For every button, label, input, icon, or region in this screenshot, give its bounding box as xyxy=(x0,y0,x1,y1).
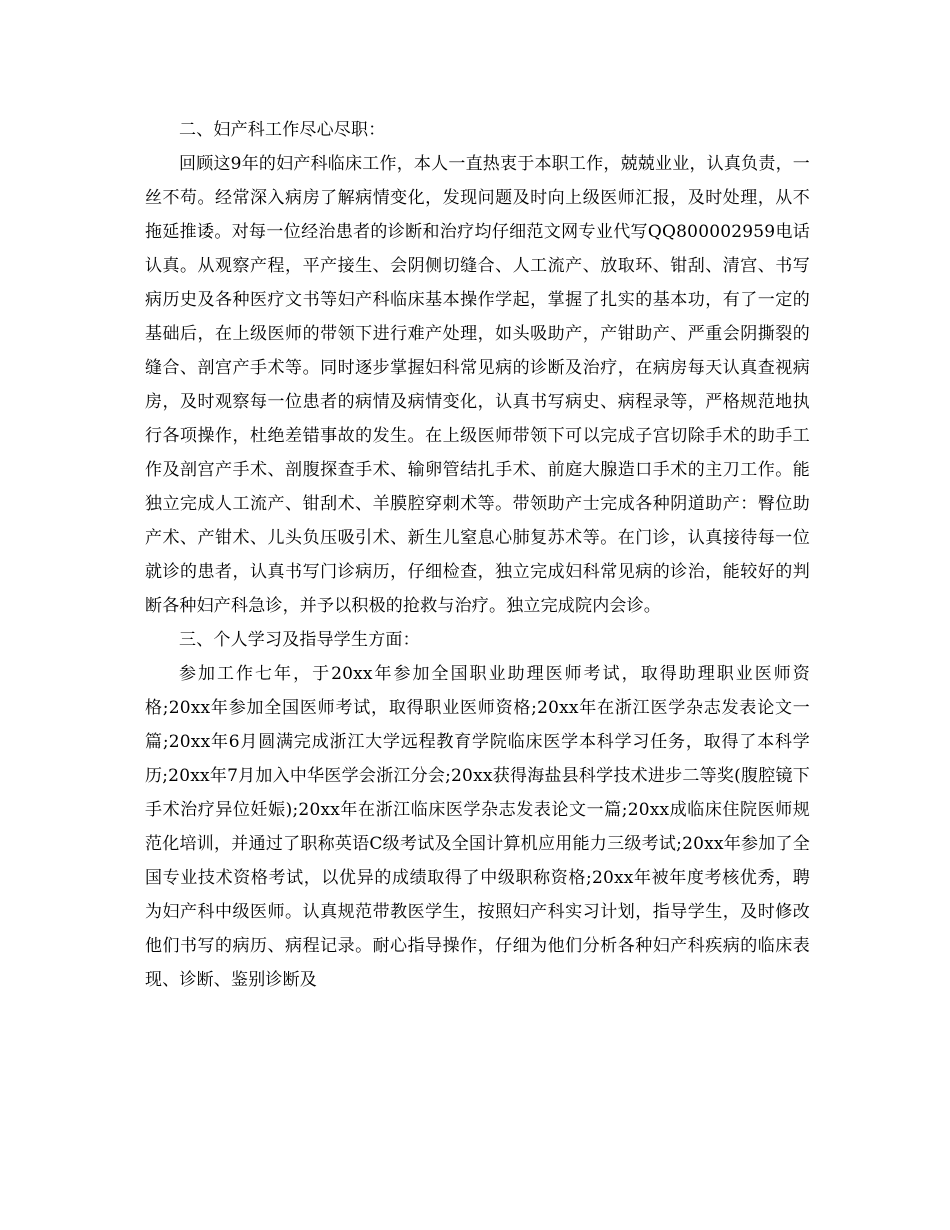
section-heading-obstetrics: 二、妇产科工作尽心尽职： xyxy=(179,120,386,140)
paragraph-learning-teaching: 参加工作七年，于20xx年参加全国职业助理医师考试，取得助理职业医师资格;20xx年参加全国医师考试，取得职业医师资格;20xx年在浙江医学杂志发表论文一篇;20xx年6月圆满完成浙江大学远程教育学院临床医学本科学习任务，取得了本科学历;20xx年7月加入中华医学会浙江分会;20xx获得海盐县科学技术进步二等奖(腹腔镜下手术治疗异位妊娠);20xx年在浙江临床医学杂志发表论文一篇;20xx成临床住院医师规范化培训，并通过了职称英语C级考试及全国计算机应用能力三级考试;20xx年参加了全国专业技术资格考试，以优异的成绩取得了中级职称资格;20xx年被年度考核优秀，聘为妇产科中级医师。认真规范带教医学生，按照妇产科实习计划，指导学生，及时修改他们书写的病历、病程记录。耐心指导操作，仔细为他们分析各种妇产科疾病的临床表现、诊断、鉴别诊断及 xyxy=(145,664,810,990)
document-body xyxy=(145,113,810,997)
section-heading-learning: 三、个人学习及指导学生方面： xyxy=(179,630,420,650)
paragraph-obstetrics-work: 回顾这9年的妇产科临床工作，本人一直热衷于本职工作，兢兢业业，认真负责，一丝不苟。经常深入病房了解病情变化，发现问题及时向上级医师汇报，及时处理，从不拖延推诿。对每一位经治患者的诊断和治疗均仔细范文网专业代写QQ800002959电话认真。从观察产程，平产接生、会阴侧切缝合、人工流产、放取环、钳刮、清宫、书写病历史及各种医疗文书等妇产科临床基本操作学起，掌握了扎实的基本功，有了一定的基础后，在上级医师的带领下进行难产处理，如头吸助产，产钳助产、严重会阴撕裂的缝合、剖宫产手术等。同时逐步掌握妇科常见病的诊断及治疗，在病房每天认真查视病房，及时观察每一位患者的病情及病情变化，认真书写病史、病程录等，严格规范地执行各项操作，杜绝差错事故的发生。在上级医师带领下可以完成子宫切除手术的助手工作及剖宫产手术、剖腹探查手术、输卵管结扎手术、前庭大腺造口手术的主刀工作。能独立完成人工流产、钳刮术、羊膜腔穿刺术等。带领助产士完成各种阴道助产：臀位助产术、产钳术、儿头负压吸引术、新生儿窒息心肺复苏术等。在门诊，认真接待每一位就诊的患者，认真书写门诊病历，仔细检查，独立完成妇科常见病的诊治，能较好的判断各种妇产科急诊，并予以积极的抢救与治疗。独立完成院内会诊。 xyxy=(145,154,810,616)
